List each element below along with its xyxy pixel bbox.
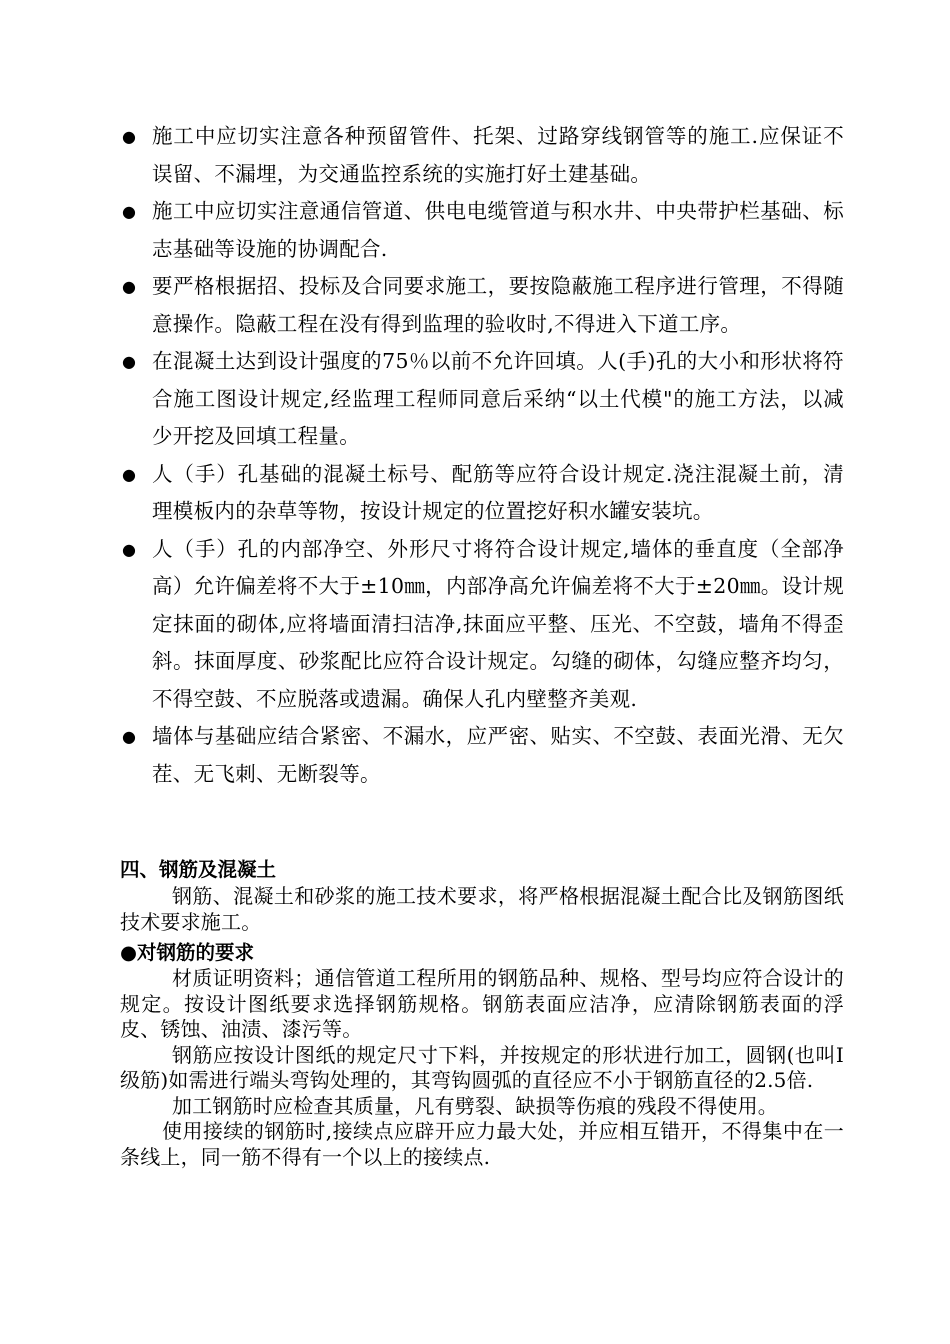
bullet-icon: ● — [122, 202, 137, 221]
section-heading: 四、钢筋及混凝土 — [120, 858, 277, 881]
section-rebar-concrete — [120, 856, 844, 1170]
rebar-requirements-heading: ●对钢筋的要求 — [120, 941, 255, 964]
bullet-item — [122, 193, 844, 268]
rebar-paragraph: 使用接续的钢筋时,接续点应辟开应力最大处，并应相互错开，不得集中在一条线上，同一筋不得有一个以上的接续点. — [120, 1119, 844, 1169]
bullet-item — [122, 268, 844, 343]
bullet-item — [122, 718, 844, 793]
bullet-icon: ● — [122, 464, 137, 484]
bullet-text: 要严格根据招、投标及合同要求施工，要按隐蔽施工程序进行管理，不得随意操作。隐蔽工程在没有得到监理的验收时,不得进入下道工序。 — [152, 274, 844, 336]
bullet-item — [122, 118, 844, 193]
bullet-list — [122, 118, 844, 793]
bullet-text: 在混凝土达到设计强度的75％以前不允许回填。人(手)孔的大小和形状将符合施工图设计规定,经监理工程师同意后采纳“以土代模"的施工方法，以减少开挖及回填工程量。 — [152, 349, 844, 448]
bullet-item — [122, 531, 844, 719]
bullet-icon: ● — [122, 727, 137, 746]
bullet-text: 人（手）孔基础的混凝土标号、配筋等应符合设计规定.浇注混凝土前，清理模板内的杂草等物，按设计规定的位置挖好积水罐安装坑。 — [152, 461, 844, 523]
bullet-item — [122, 343, 844, 456]
bullet-icon: ● — [122, 539, 137, 559]
rebar-paragraph: 加工钢筋时应检查其质量，凡有劈裂、缺损等伤痕的残段不得使用。 — [172, 1093, 778, 1118]
bullet-text: 墙体与基础应结合紧密、不漏水，应严密、贴实、不空鼓、表面光滑、无欠茬、无飞刺、无断裂等。 — [152, 724, 844, 786]
section-intro: 钢筋、混凝土和砂浆的施工技术要求，将严格根据混凝土配合比及钢筋图纸技术要求施工。 — [120, 884, 844, 934]
bullet-item — [122, 456, 844, 531]
bullet-text: 人（手）孔的内部净空、外形尺寸将符合设计规定,墙体的垂直度（全部净高）允许偏差将不大于±10㎜，内部净高允许偏差将不大于±20㎜。设计规定抹面的砌体,应将墙面清扫洁净,抹面应平整、压光、不空鼓，墙角不得歪斜。抹面厚度、砂浆配比应符合设计规定。勾缝的砌体，勾缝应整齐均匀，不得空鼓、不应脱落或遗漏。确保人孔内壁整齐美观. — [152, 536, 844, 711]
bullet-icon: ● — [122, 352, 137, 371]
rebar-paragraph: 钢筋应按设计图纸的规定尺寸下料，并按规定的形状进行加工，圆钢(也叫Ⅰ级筋)如需进行端头弯钩处理的，其弯钩圆弧的直径应不小于钢筋直径的2.5倍. — [120, 1042, 844, 1092]
bullet-icon: ● — [122, 127, 137, 146]
rebar-paragraph: 材质证明资料；通信管道工程所用的钢筋品种、规格、型号均应符合设计的规定。按设计图纸要求选择钢筋规格。钢筋表面应洁净，应清除钢筋表面的浮皮、锈蚀、油渍、漆污等。 — [120, 966, 844, 1041]
bullet-text: 施工中应切实注意通信管道、供电电缆管道与积水井、中央带护栏基础、标志基础等设施的协调配合. — [152, 199, 844, 261]
bullet-text: 施工中应切实注意各种预留管件、托架、过路穿线钢管等的施工.应保证不误留、不漏埋，为交通监控系统的实施打好土建基础。 — [152, 124, 844, 186]
bullet-icon: ● — [122, 277, 137, 296]
